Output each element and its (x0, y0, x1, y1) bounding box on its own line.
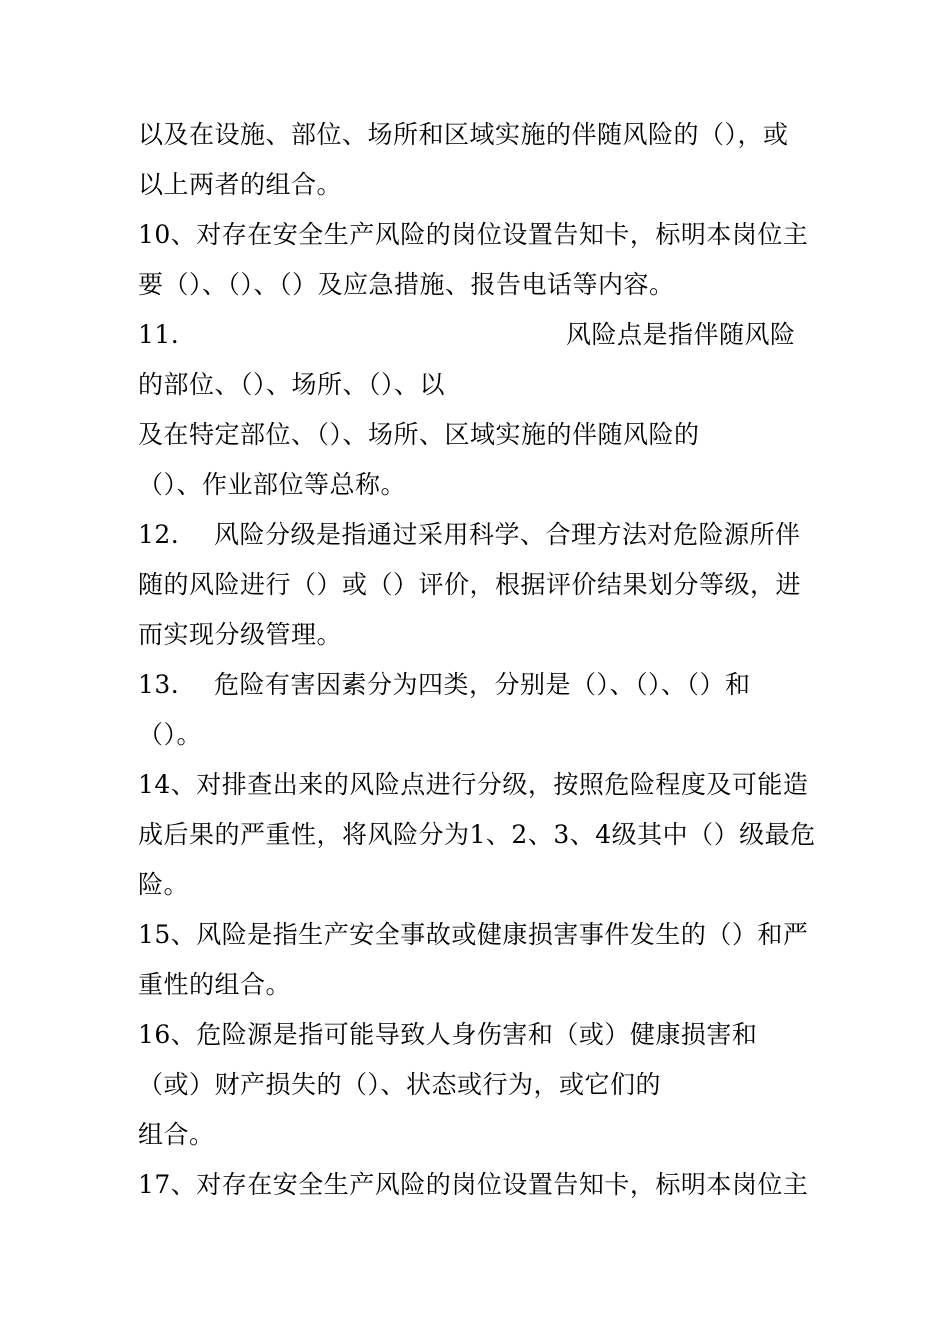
text-line: （）、作业部位等总称。 (138, 470, 407, 499)
text-line: 组合。 (138, 1120, 215, 1149)
text-line: 17、对存在安全生产风险的岗位设置告知卡，标明本岗位主 (138, 1170, 809, 1199)
text-line: 危险有害因素分为四类，分别是（）、（）、（）和 (214, 670, 751, 699)
text-line: 14、对排查出来的风险点进行分级，按照危险程度及可能造 (138, 770, 809, 799)
text-line: （）。 (138, 720, 203, 749)
text-line: （或）财产损失的（）、状态或行为，或它们的 (138, 1070, 662, 1099)
text-line: 风险点是指伴随风险 (566, 320, 796, 349)
text-line: 以及在设施、部位、场所和区域实施的伴随风险的（），或 (138, 120, 789, 149)
text-line: 险。 (138, 870, 190, 899)
item-number: 13. (138, 670, 180, 699)
text-line: 10、对存在安全生产风险的岗位设置告知卡，标明本岗位主 (138, 220, 809, 249)
text-line: 风险分级是指通过采用科学、合理方法对危险源所伴 (214, 520, 801, 549)
item-number: 11. (138, 320, 180, 349)
text-line: 16、危险源是指可能导致人身伤害和（或）健康损害和 (138, 1020, 758, 1049)
text-line: 15、风险是指生产安全事故或健康损害事件发生的（）和严 (138, 920, 809, 949)
text-line: 随的风险进行（）或（）评价，根据评价结果划分等级，进 (138, 570, 802, 599)
text-line: 而实现分级管理。 (138, 620, 343, 649)
text-line: 及在特定部位、（）、场所、区域实施的伴随风险的 (138, 420, 700, 449)
text-line: 要（）、（）、（）及应急措施、报告电话等内容。 (138, 270, 675, 299)
text-line: 成后果的严重性，将风险分为1、2、3、4级其中（）级最危 (138, 820, 816, 849)
item-number: 12. (138, 520, 180, 549)
text-line: 重性的组合。 (138, 970, 292, 999)
text-line: 的部位、（）、场所、（）、以 (138, 370, 446, 399)
text-line: 以上两者的组合。 (138, 170, 343, 199)
